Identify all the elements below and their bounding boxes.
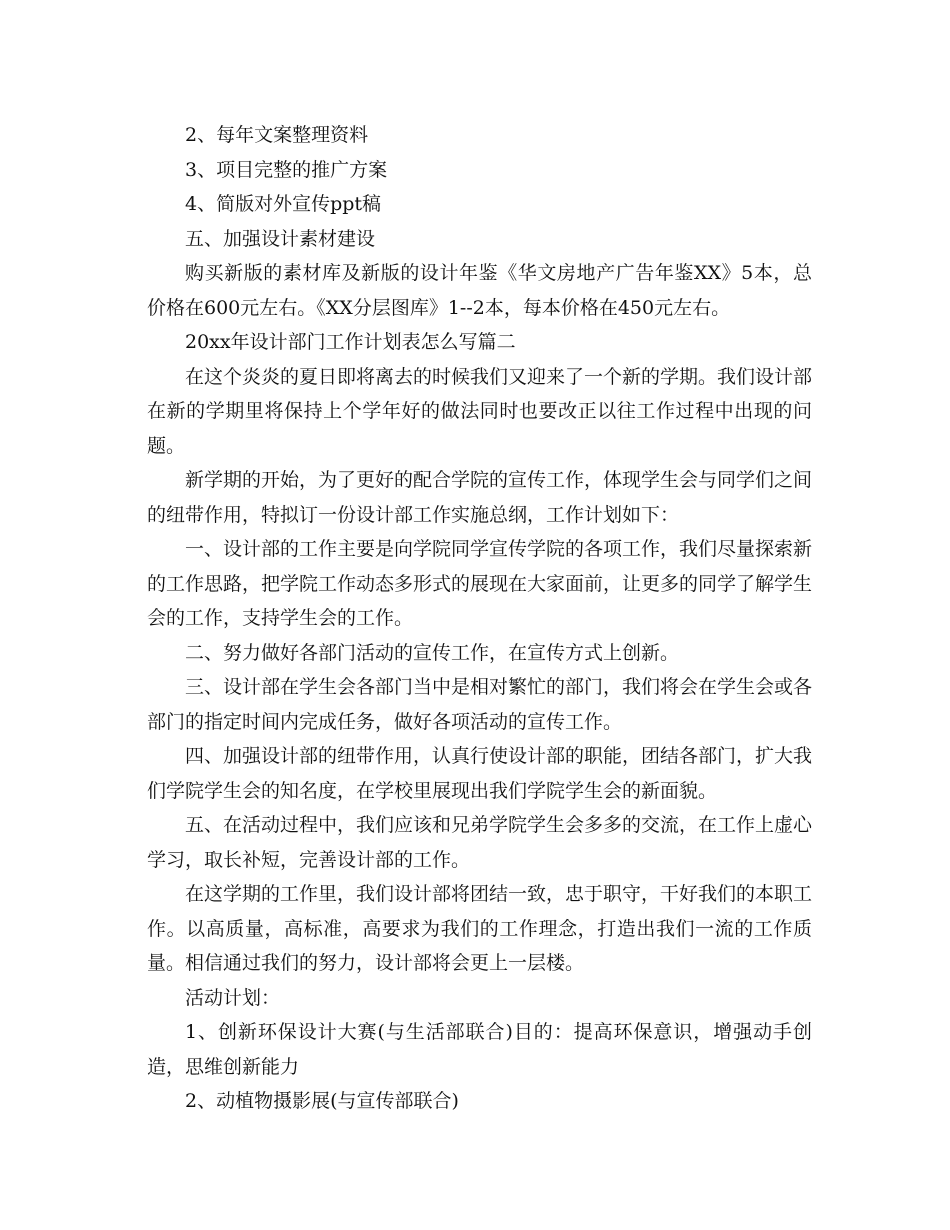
article-title: 20xx年设计部门工作计划表怎么写篇二: [185, 331, 516, 353]
list-item: 1、创新环保设计大赛(与生活部联合)目的：提高环保意识，增强动手创造，思维创新能力: [147, 1021, 812, 1078]
paragraph: 在这学期的工作里，我们设计部将团结一致，忠于职守，干好我们的本职工作。以高质量，高标准，高要求为我们的工作理念，打造出我们一流的工作质量。相信通过我们的努力，设计部将会更上一层楼。: [147, 883, 813, 974]
paragraph: 二、努力做好各部门活动的宣传工作，在宣传方式上创新。: [185, 641, 680, 664]
list-item: 4、简版对外宣传ppt稿: [185, 193, 382, 215]
section-heading: 五、加强设计素材建设: [185, 227, 376, 250]
list-item: 3、项目完整的推广方案: [185, 158, 388, 181]
paragraph: 三、设计部在学生会各部门当中是相对繁忙的部门，我们将会在学生会或各部门的指定时间内完成任务，做好各项活动的宣传工作。: [147, 676, 813, 733]
paragraph: 四、加强设计部的纽带作用，认真行使设计部的职能，团结各部门，扩大我们学院学生会的知名度，在学校里展现出我们学院学生会的新面貌。: [147, 745, 813, 802]
paragraph: 购买新版的素材库及新版的设计年鉴《华文房地产广告年鉴XX》5本，总价格在600元左右。《XX分层图库》1--2本，每本价格在450元左右。: [147, 262, 812, 319]
section-heading: 活动计划：: [185, 986, 281, 1009]
list-item: 2、每年文案整理资料: [185, 124, 369, 146]
list-item: 2、动植物摄影展(与宣传部联合): [185, 1090, 459, 1112]
paragraph: 在这个炎炎的夏日即将离去的时候我们又迎来了一个新的学期。我们设计部在新的学期里将保持上个学年好的做法同时也要改正以往工作过程中出现的问题。: [147, 365, 813, 457]
paragraph: 一、设计部的工作主要是向学院同学宣传学院的各项工作，我们尽量探索新的工作思路，把学院工作动态多形式的展现在大家面前，让更多的同学了解学生会的工作，支持学生会的工作。: [147, 538, 813, 629]
document-body: [147, 118, 812, 1119]
paragraph: 五、在活动过程中，我们应该和兄弟学院学生会多多的交流，在工作上虚心学习，取长补短，完善设计部的工作。: [147, 814, 813, 871]
paragraph: 新学期的开始，为了更好的配合学院的宣传工作，体现学生会与同学们之间的纽带作用，特拟订一份设计部工作实施总纲，工作计划如下：: [147, 469, 813, 526]
